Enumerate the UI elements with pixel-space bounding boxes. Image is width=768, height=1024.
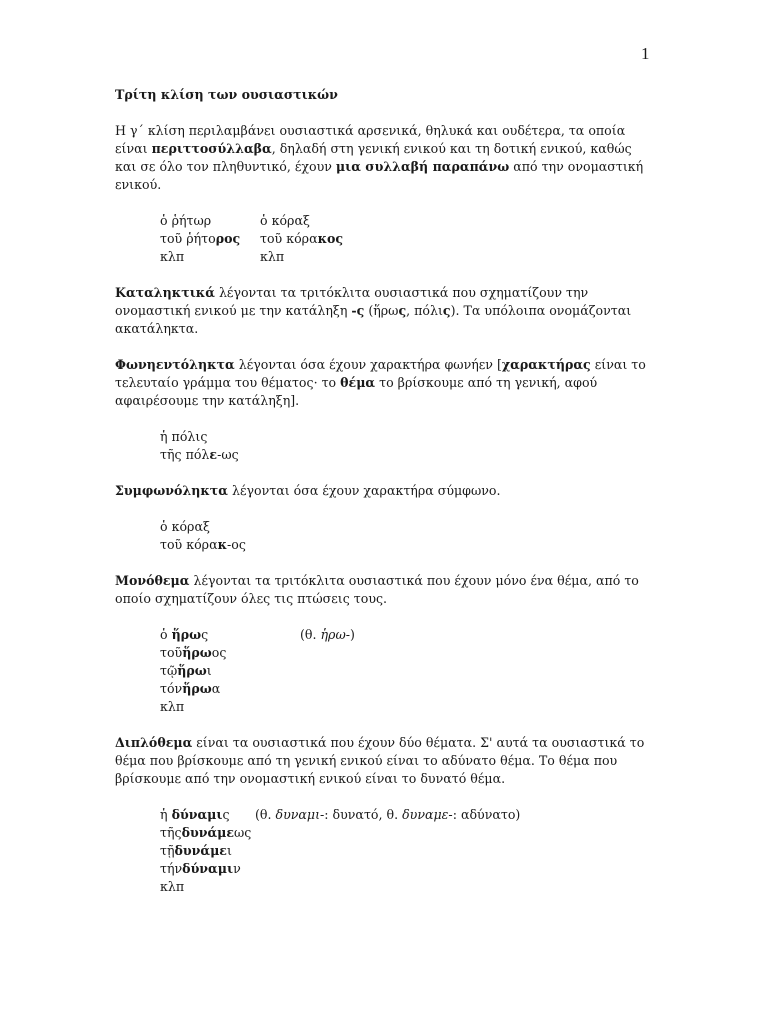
example-rhetor-korax: ὁ ῥήτωρ ὁ κόραξ τοῦ ῥήτορος τοῦ κόρακος κλπ κλπ: [160, 213, 344, 264]
stem-note: (θ. ἡρω-): [300, 627, 355, 642]
page-number: 1: [641, 44, 650, 63]
fonientolikta-paragraph: Φωνηεντόληκτα λέγονται όσα έχουν χαρακτήρα φωνήεν [χαρακτήρας είναι το τελευταίο γράμμα του θέματος· το θέμα το βρίσκουμε από τη γενική, αφού αφαιρέσουμε την κατάληξη].: [115, 357, 646, 408]
example-polis: ἡ πόλις τῆς πόλ ε -ως: [160, 429, 239, 462]
example-heros: ὁ ἥρως (θ. ἡρω-) τοῦ ἥρω ος τῷ ἥρω ι τόν ἥρω α κλπ: [160, 627, 355, 714]
katalektika-paragraph: Καταληκτικά λέγονται τα τριτόκλιτα ουσιαστικά που σχηματίζουν την ονομαστική ενικού με την κατάληξη -ς (ἥρως, πόλις). Τα υπόλοιπα ονομάζονται ακατάληκτα.: [115, 285, 632, 336]
monothema-paragraph: Μονόθεμα λέγονται τα τριτόκλιτα ουσιαστικά που έχουν μόνο ένα θέμα, από το οποίο σχηματίζουν όλες τις πτώσεις τους.: [115, 573, 639, 606]
example-dynamis: ἡ δύναμις (θ. δυναμι-: δυνατό, θ. δυναμε-: αδύνατο) τῆς δυνάμε ως τῇ δυνάμε ι τήν δύναμι ν κλπ: [160, 807, 521, 894]
stem-note: (θ. δυναμι-: δυνατό, θ. δυναμε-: αδύνατο): [255, 807, 521, 822]
symfonolikta-paragraph: Συμφωνόληκτα λέγονται όσα έχουν χαρακτήρα σύμφωνο.: [115, 483, 501, 498]
diplothema-paragraph: Διπλόθεμα είναι τα ουσιαστικά που έχουν δύο θέματα. Σ' αυτά τα ουσιαστικά το θέμα που βρίσκουμε από τη γενική ενικού είναι το αδύνατο θέμα. Το θέμα που βρίσκουμε από την ονομαστική ενικού είναι το δυνατό θέμα.: [115, 735, 645, 786]
page-title: Τρίτη κλίση των ουσιαστικών: [115, 87, 338, 102]
document-body: [115, 86, 655, 914]
intro-paragraph: Η γ΄ κλίση περιλαμβάνει ουσιαστικά αρσενικά, θηλυκά και ουδέτερα, τα οποία είναι περιττοσύλλαβα, δηλαδή στη γενική ενικού και τη δοτική ενικού, καθώς και σε όλο τον πληθυντικό, έχουν μια συλλαβή παραπάνω από την ονομαστική ενικού.: [115, 123, 644, 192]
example-korax: ὁ κόραξ τοῦ κόρα κ -ος: [160, 519, 246, 552]
